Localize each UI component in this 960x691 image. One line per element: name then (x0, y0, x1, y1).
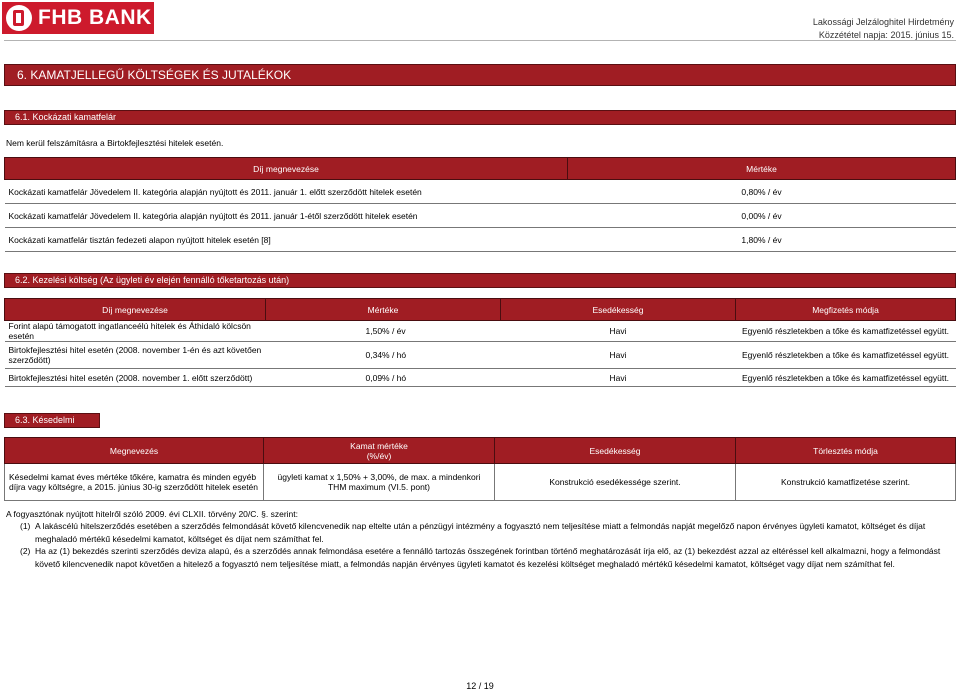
logo-text: FHB BANK (38, 6, 152, 29)
footnote-1-number: (1) (20, 521, 31, 531)
footnote-2-number: (2) (20, 546, 31, 556)
bank-emblem-icon (6, 5, 32, 31)
table-row (5, 204, 956, 228)
fee-name-cell: Birtokfejlesztési hitel esetén (2008. november 1. előtt szerződött) (5, 369, 266, 387)
table-row (5, 180, 956, 204)
rate-cell: 0,80% / év (568, 180, 956, 204)
document-title: Lakossági Jelzáloghitel Hirdetmény (812, 17, 954, 27)
section-6-2-title: 6.2. Kezelési költség (Az ügyleti év elején fennálló tőketartozás után) (4, 273, 956, 288)
name-cell: Késedelmi kamat éves mértéke tőkére, kamatra és minden egyéb díjra vagy költségre, a 2015. június 30-ig szerződött hitelek esetén (5, 464, 264, 501)
legal-intro: A fogyasztónak nyújtott hitelről szóló 2009. évi CLXII. törvény 20/C. §. szerint: (6, 509, 298, 519)
due-cell: Havi (501, 369, 736, 387)
table-row (5, 369, 956, 387)
table-header-row (5, 299, 956, 321)
col-header-payment-method: Megfizetés módja (736, 299, 956, 321)
page-number: 12 / 19 (466, 681, 494, 691)
fhb-bank-logo (2, 2, 154, 34)
table-row (5, 228, 956, 252)
document-header (813, 16, 954, 42)
table-header-row (5, 438, 956, 464)
due-cell: Havi (501, 342, 736, 369)
due-cell: Konstrukció esedékessége szerint. (495, 464, 736, 501)
risk-premium-table (4, 157, 956, 252)
table-row (5, 321, 956, 342)
rate-cell: 1,50% / év (266, 321, 501, 342)
fee-name-cell: Kockázati kamatfelár Jövedelem II. kategória alapján nyújtott és 2011. január 1-étől szerződött hitelek esetén (5, 204, 568, 228)
col-header-rate: Mértéke (266, 299, 501, 321)
col-header-due: Esedékesség (495, 438, 736, 464)
section-6-title: 6. KAMATJELLEGŰ KÖLTSÉGEK ÉS JUTALÉKOK (4, 64, 956, 86)
fee-name-cell: Birtokfejlesztési hitel esetén (2008. november 1-én és azt követően szerződött) (5, 342, 266, 369)
fee-name-cell: Kockázati kamatfelár Jövedelem II. kategória alapján nyújtott és 2011. január 1. előtt szerződött hitelek esetén (5, 180, 568, 204)
footnote-2-text: Ha az (1) bekezdés szerinti szerződés deviza alapú, és a szerződés annak felmondása esetére a fennálló tartozás összegének forintban történő meghatározását írja elő, az (1) bekezdést azzal az eltéréssel kell alkalmazni, hogy a felmondást követő kilencvenedik napot követően a hitelező a fogyasztó nem teljesítése miatt, a felmondás napján érvényes ügyleti kamatot és kezelési költséget meghaladó mértékű késedelmi kamatot, költséget vagy díjat nem számíthat fel. (35, 546, 941, 569)
col-header-interest-rate-line1: Kamat mértéke (350, 440, 408, 451)
col-header-rate: Mértéke (568, 158, 956, 180)
footnote-1 (20, 520, 952, 546)
col-header-due: Esedékesség (501, 299, 736, 321)
rate-cell: 0,00% / év (568, 204, 956, 228)
fee-name-cell: Kockázati kamatfelár tisztán fedezeti alapon nyújtott hitelek esetén [8] (5, 228, 568, 252)
table-row (5, 464, 956, 501)
section-6-1-title: 6.1. Kockázati kamatfelár (4, 110, 956, 125)
fee-name-cell: Forint alapú támogatott ingatlanceélú hitelek és Áthidaló kölcsön esetén (5, 321, 266, 342)
repayment-method-cell: Konstrukció kamatfizetése szerint. (736, 464, 956, 501)
col-header-interest-rate (264, 438, 495, 464)
due-cell: Havi (501, 321, 736, 342)
rate-cell: 1,80% / év (568, 228, 956, 252)
table-row (5, 342, 956, 369)
col-header-fee-name: Díj megnevezése (5, 158, 568, 180)
payment-method-cell: Egyenlő részletekben a tőke és kamatfizetéssel együtt. (736, 321, 956, 342)
header-divider (4, 40, 956, 41)
rate-cell: 0,09% / hó (266, 369, 501, 387)
payment-method-cell: Egyenlő részletekben a tőke és kamatfizetéssel együtt. (736, 342, 956, 369)
rate-cell: 0,34% / hó (266, 342, 501, 369)
footnote-2 (20, 545, 952, 571)
section-6-3-title: 6.3. Késedelmi kamat (4, 413, 100, 428)
col-header-repayment-method: Törlesztés módja (736, 438, 956, 464)
interest-rate-cell: ügyleti kamat x 1,50% + 3,00%, de max. a mindenkori THM maximum (VI.5. pont) (264, 464, 495, 501)
col-header-name: Megnevezés (5, 438, 264, 464)
handling-fee-table (4, 298, 956, 387)
late-interest-table (4, 437, 956, 501)
section-6-1-note: Nem kerül felszámításra a Birtokfejlesztési hitelek esetén. (6, 138, 224, 148)
col-header-fee-name: Díj megnevezése (5, 299, 266, 321)
payment-method-cell: Egyenlő részletekben a tőke és kamatfizetéssel együtt. (736, 369, 956, 387)
table-header-row (5, 158, 956, 180)
effective-date: Közzététel napja: 2015. június 15. (818, 30, 954, 40)
col-header-interest-rate-line2: (%/év) (366, 450, 392, 461)
footnote-1-text: A lakáscélú hitelszerződés esetében a szerződés felmondását követő kilencvenedik nap eltelte után a pénzügyi intézmény a fogyasztó nem teljesítése miatt a felmondás napját megelőző napon érvényes ügyleti kamatot, költséget és díjat meghaladó mértékű késedelmi kamatot, költséget és díjat nem számíthat fel. (35, 521, 926, 544)
